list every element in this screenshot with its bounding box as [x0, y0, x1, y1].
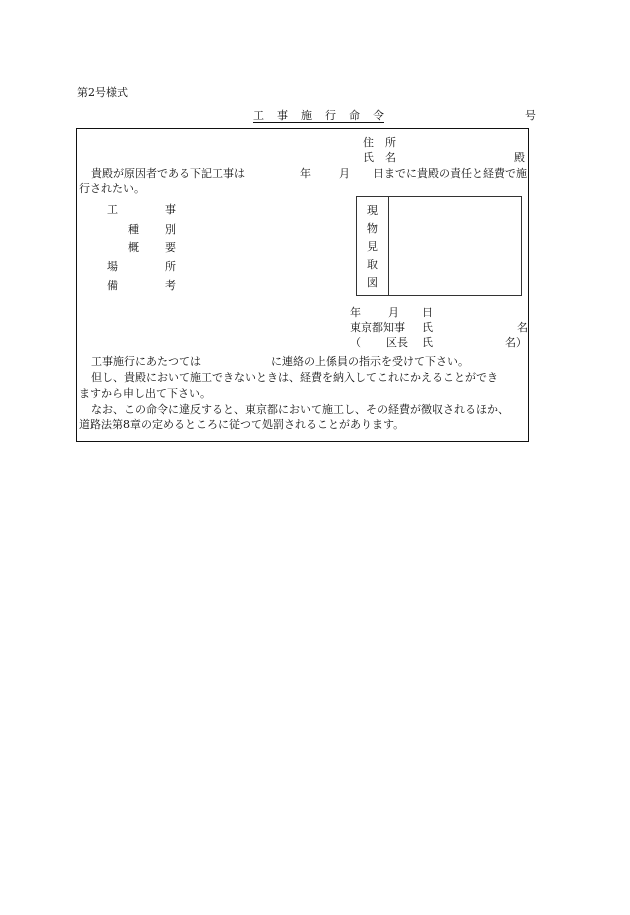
title-char: 命	[349, 109, 360, 122]
title-char: 令	[373, 109, 384, 122]
field-label-kouji-1: 工	[107, 203, 118, 216]
governor-title: 東京都知事	[350, 321, 405, 334]
order-intro-text-cont: 日までに貴殿の責任と経費で施	[373, 167, 527, 180]
ward-mei: 名）	[505, 336, 527, 349]
field-label-bikou-2: 考	[165, 279, 176, 292]
date-year-label: 年	[350, 306, 361, 319]
sketch-label-char: 図	[367, 276, 378, 289]
field-label-bikou-1: 備	[107, 279, 118, 292]
field-label-kouji-2: 事	[165, 203, 176, 216]
sketch-label-char: 見	[367, 240, 378, 253]
date-month-label: 月	[388, 306, 399, 319]
title-char: 工	[253, 109, 264, 122]
order-intro-text: 貴殿が原因者である下記工事は	[91, 167, 245, 180]
note-1-part2: に連絡の上係員の指示を受けて下さい。	[271, 355, 469, 368]
note-2-line1: 但し、貴殿において施工できないときは、経費を納入してこれにかえることができ	[91, 371, 498, 384]
field-label-basho-2: 所	[165, 260, 176, 273]
document-title	[253, 110, 384, 123]
field-label-gaiyou-2: 要	[165, 241, 176, 254]
sketch-label-char: 現	[367, 204, 378, 217]
date-day-label: 日	[422, 306, 433, 319]
field-label-basho-1: 場	[107, 260, 118, 273]
field-label-gaiyou-1: 概	[128, 241, 139, 254]
sketch-box-divider	[388, 197, 389, 295]
honorific-label: 殿	[514, 151, 525, 164]
field-label-shubetsu-1: 種	[128, 223, 139, 236]
order-intro-line2: 行されたい。	[79, 182, 145, 195]
document-number-label: 号	[525, 109, 536, 122]
name-label: 氏 名	[363, 151, 396, 164]
sketch-label-char: 取	[367, 258, 378, 271]
title-char: 事	[277, 109, 288, 122]
sketch-label-char: 物	[367, 222, 378, 235]
field-label-shubetsu-2: 別	[165, 223, 176, 236]
site-sketch-box	[356, 196, 522, 296]
note-3-line2: 道路法第8章の定めるところに従つて処罰されることがあります。	[79, 418, 405, 431]
governor-shi: 氏	[422, 321, 433, 334]
note-2-line2: ますから申し出て下さい。	[79, 387, 211, 400]
intro-month-label: 月	[339, 167, 350, 180]
ward-shi: 氏	[422, 336, 433, 349]
ward-mayor-title: 区長	[386, 336, 408, 349]
title-char: 行	[325, 109, 336, 122]
note-3-line1: なお、この命令に違反すると、東京都において施工し、その経費が徴収されるほか、	[91, 403, 509, 416]
address-label: 住 所	[363, 136, 396, 149]
title-char: 施	[301, 109, 312, 122]
note-1-part1: 工事施行にあたつては	[91, 355, 201, 368]
ward-open-paren: （	[350, 336, 361, 349]
governor-mei: 名	[517, 321, 528, 334]
form-number-label: 第2号様式	[77, 86, 128, 99]
intro-year-label: 年	[300, 167, 311, 180]
